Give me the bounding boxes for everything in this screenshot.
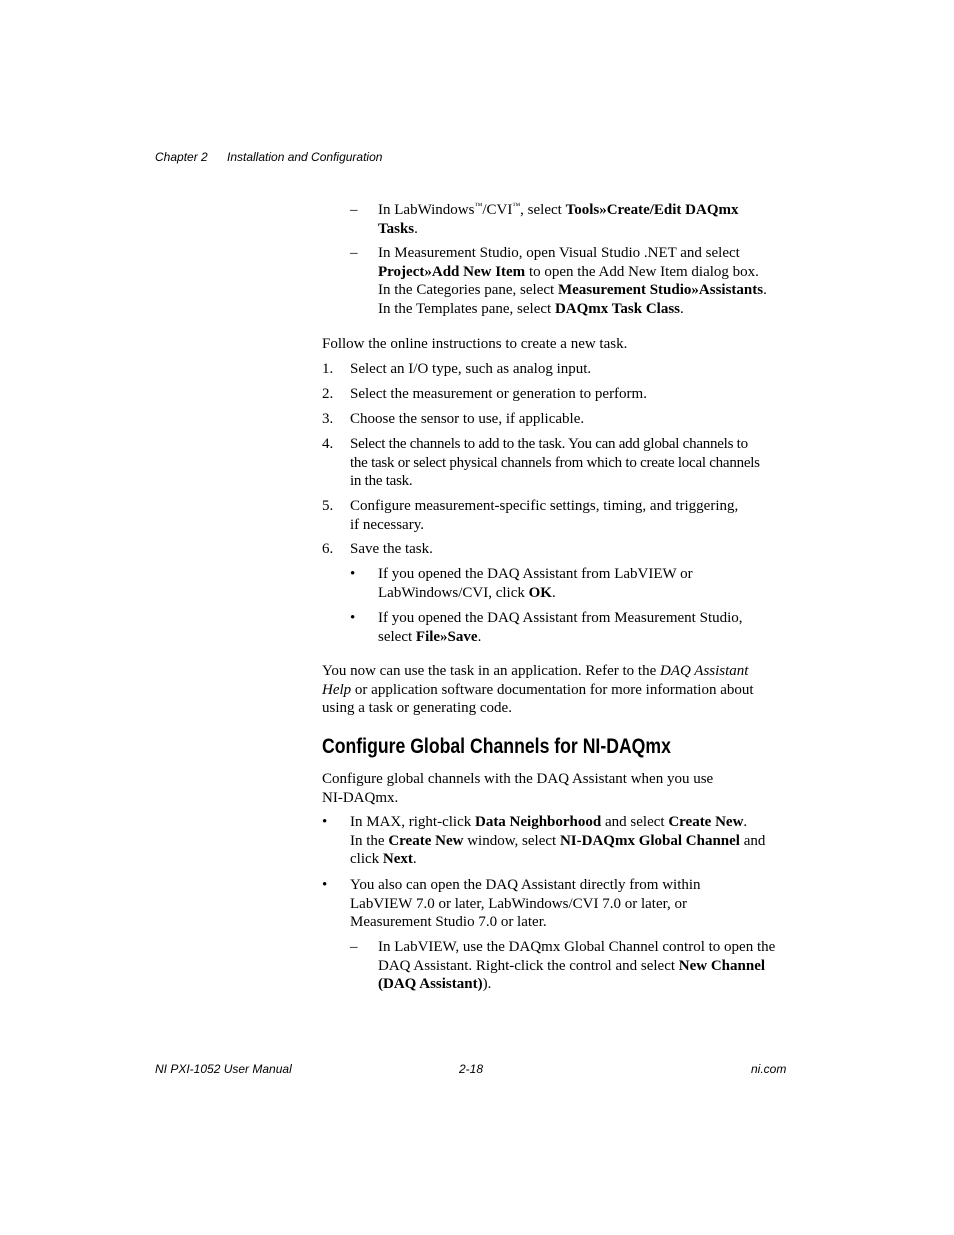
step-6: Save the task. (350, 541, 433, 557)
save-bullet-mstudio: If you opened the DAQ Assistant from Measurement Studio, select File»Save. (378, 610, 743, 645)
usage-paragraph: You now can use the task in an application. Refer to the DAQ Assistant Help or application software documentation for more information about using a task or generating code. (322, 663, 754, 717)
dash-item-labwindows: In LabWindows™/CVI™, select Tools»Create/Edit DAQmx Tasks. (378, 201, 739, 237)
dash-item-labview: In LabVIEW, use the DAQmx Global Channel control to open the DAQ Assistant. Right-click the control and select New Channel (DAQ Assistant)). (378, 939, 776, 993)
bullet-daq-assistant: You also can open the DAQ Assistant directly from within LabVIEW 7.0 or later, LabWindows/CVI 7.0 or later, or Measurement Studio 7.0 or later. (350, 877, 701, 931)
footer-website: ni.com (751, 1062, 787, 1076)
menu-path: Tasks (378, 220, 415, 237)
follow-paragraph: Follow the online instructions to create a new task. (322, 336, 628, 352)
step-3: Choose the sensor to use, if applicable. (350, 411, 585, 427)
section-heading: Configure Global Channels for NI-DAQmx (322, 735, 671, 758)
footer-manual: NI PXI-1052 User Manual (155, 1062, 292, 1076)
dash-marker: – (350, 245, 358, 261)
step-number: 6. (322, 541, 334, 557)
menu-path: Tools»Create/Edit DAQmx (565, 202, 739, 218)
step-number: 4. (322, 436, 334, 452)
step-4: Select the channels to add to the task. You can add global channels to the task or select physical channels from which to create local channels in the task. (350, 436, 760, 490)
step-2: Select the measurement or generation to perform. (350, 386, 647, 402)
header-chapter: Chapter 2 (155, 150, 208, 164)
bullet-marker: • (350, 566, 356, 582)
step-number: 3. (322, 411, 334, 427)
menu-path: Project»Add New Item (378, 263, 526, 280)
step-5: Configure measurement-specific settings, timing, and triggering, if necessary. (350, 498, 739, 533)
footer-page-number: 2-18 (459, 1062, 484, 1076)
step-number: 5. (322, 498, 334, 514)
bullet-marker: • (322, 814, 328, 830)
bullet-marker: • (350, 610, 356, 626)
bullet-marker: • (322, 877, 328, 893)
menu-path: Measurement Studio»Assistants (557, 282, 764, 299)
header-title: Installation and Configuration (227, 150, 383, 164)
dash-marker: – (350, 202, 358, 218)
step-number: 1. (322, 361, 334, 377)
step-1: Select an I/O type, such as analog input. (350, 361, 592, 377)
save-bullet-labview: If you opened the DAQ Assistant from LabVIEW or LabWindows/CVI, click OK. (378, 566, 693, 601)
dash-marker: – (350, 939, 358, 955)
dash-item-measurement-studio: In Measurement Studio, open Visual Studio .NET and select Project»Add New Item to open the Add New Item dialog box. In the Categories pane, select Measurement Studio»Assistants. In the Templates pane, select DAQmx Task Class. (378, 245, 767, 318)
menu-path: DAQmx Task Class (554, 301, 680, 318)
section-intro: Configure global channels with the DAQ Assistant when you use NI-DAQmx. (322, 771, 714, 806)
bullet-max: In MAX, right-click Data Neighborhood and select Create New. In the Create New window, select NI-DAQmx Global Channel and click Next. (350, 814, 766, 868)
step-number: 2. (322, 386, 334, 402)
